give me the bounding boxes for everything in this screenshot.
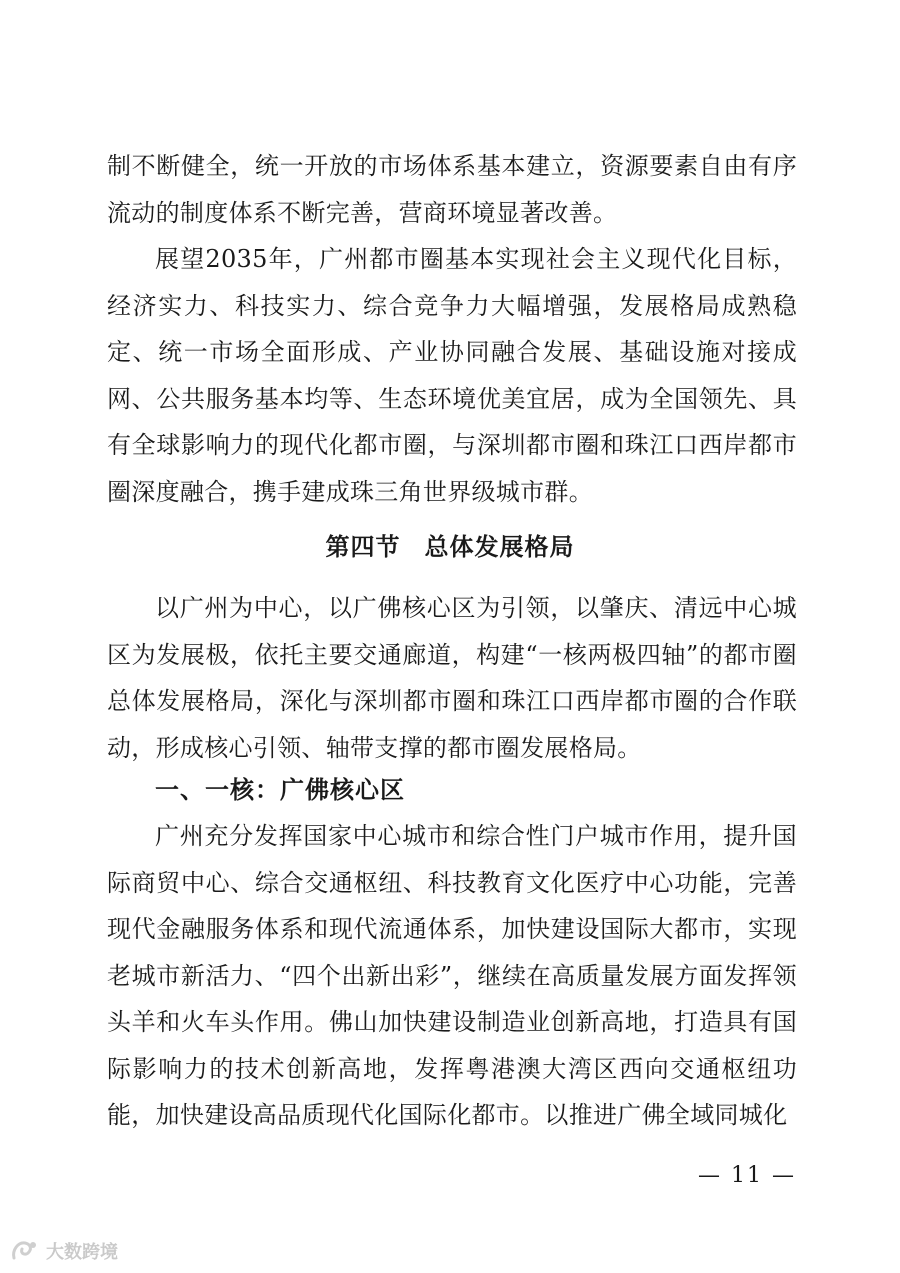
section-heading [0,524,900,570]
watermark-text: 大数跨境 [46,1242,118,1263]
section-number: 第四节 [325,533,401,561]
watermark [10,1238,118,1264]
paragraph-block-2 [107,585,797,771]
page-number: — 11 — [698,1163,796,1188]
paragraph-continuation: 制不断健全，统一开放的市场体系基本建立，资源要素自由有序流动的制度体系不断完善，营商环境显著改善。 [107,152,797,227]
paragraph-outlook-2035: 展望2035年，广州都市圈基本实现社会主义现代化目标，经济实力、科技实力、综合竞争力大幅增强，发展格局成熟稳定、统一市场全面形成、产业协同融合发展、基础设施对接成网、公共服务基本均等、生态环境优美宜居，成为全国领先、具有全球影响力的现代化都市圈，与深圳都市圈和珠江口西岸都市圈深度融合，携手建成珠三角世界级城市群。 [107,245,797,506]
paragraph-block-1 [107,143,797,515]
section-title: 总体发展格局 [424,533,575,561]
paragraph-guangfo-core: 广州充分发挥国家中心城市和综合性门户城市作用，提升国际商贸中心、综合交通枢纽、科技教育文化医疗中心功能，完善现代金融服务体系和现代流通体系，加快建设国际大都市，实现老城市新活力、“四个出新出彩”，继续在高质量发展方面发挥领头羊和火车头作用。佛山加快建设制造业创新高地，打造具有国际影响力的技术创新高地，发挥粤港澳大湾区西向交通枢纽功能，加快建设高品质现代化国际化都市。以推进广佛全域同城化 [107,822,797,1129]
subheading-core: 一、一核：广佛核心区 [155,776,405,804]
watermark-logo-icon [10,1238,40,1264]
paragraph-block-3 [107,813,797,1139]
paragraph-overall-layout: 以广州为中心，以广佛核心区为引领，以肇庆、清远中心城区为发展极，依托主要交通廊道，构建“一核两极四轴”的都市圈总体发展格局，深化与深圳都市圈和珠江口西岸都市圈的合作联动，形成核心引领、轴带支撑的都市圈发展格局。 [107,594,797,762]
